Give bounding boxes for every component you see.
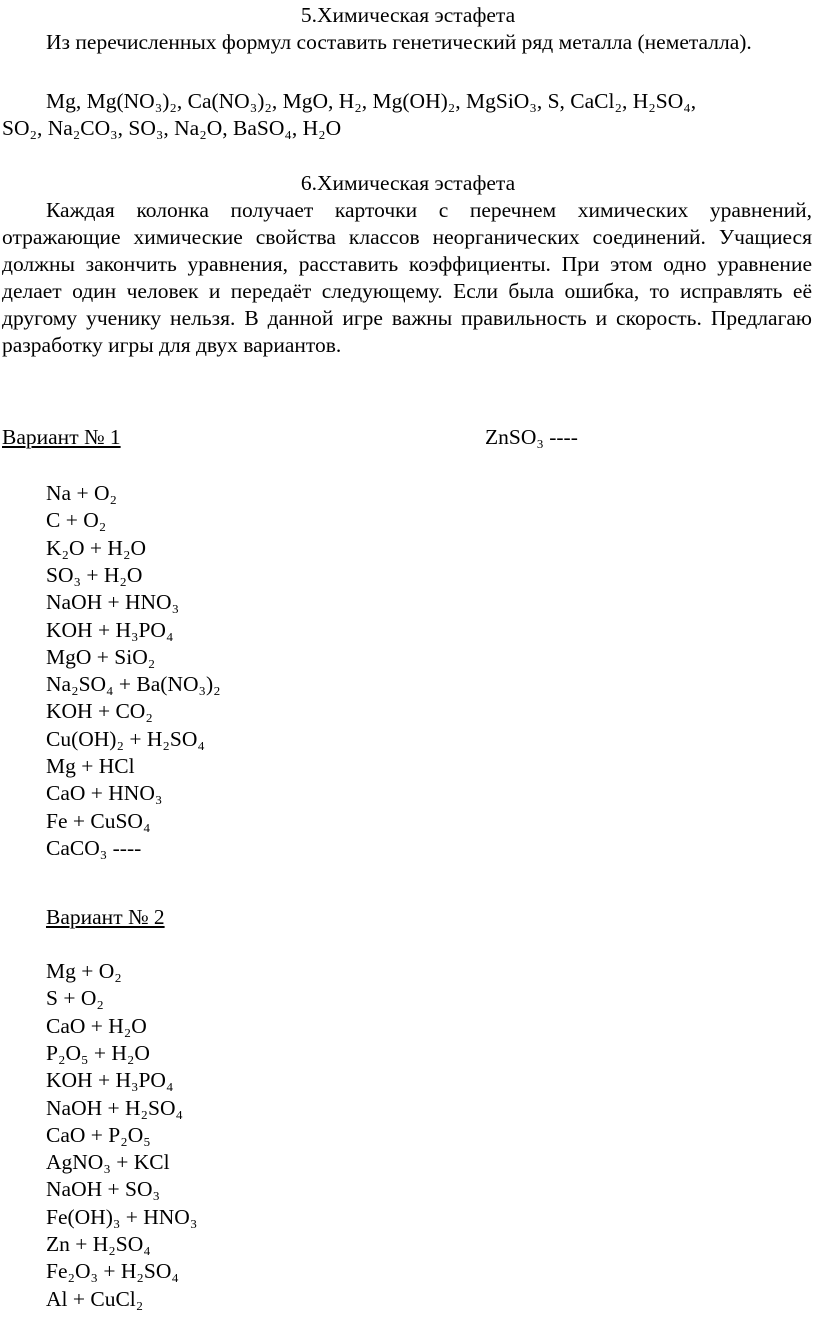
section5-formulas-line2: SO₂, Na₂CO₃, SO₃, Na₂O, BaSO₄, H₂O — [2, 116, 342, 140]
variant2-title: Вариант № 2 — [46, 905, 165, 929]
equation-item: CaO + HNO₃ — [46, 781, 163, 806]
equation-item: KOH + H₃PO₄ — [46, 1068, 174, 1093]
equation-item: SO₃ + H₂O — [46, 562, 143, 587]
section5-task: Из перечисленных формул составить генетический ряд металла (неметалла). — [46, 30, 752, 54]
equation-item: Mg + HCl — [46, 754, 135, 778]
equation-item: Cu(OH)₂ + H₂SO₄ — [46, 726, 205, 751]
equation-item: P₂O₅ + H₂O — [46, 1040, 150, 1065]
equation-item: CaO + P₂O₅ — [46, 1122, 151, 1147]
variant1-title: Вариант № 1 — [2, 425, 121, 449]
equation-item: Na₂SO₄ + Ba(NO₃)₂ — [46, 672, 221, 697]
equation-item: NaOH + SO₃ — [46, 1177, 160, 1202]
equation-item: CaCO₃ ---- — [46, 835, 142, 860]
equation-item: Fe(OH)₃ + HNO₃ — [46, 1204, 198, 1229]
section6-title: 6.Химическая эстафета — [300, 171, 516, 195]
equation-item: Fe + CuSO₄ — [46, 808, 151, 833]
equation-item: Zn + H₂SO₄ — [46, 1232, 151, 1256]
equation-item: CaO + H₂O — [46, 1013, 147, 1038]
equation-item: Mg + O₂ — [46, 959, 122, 983]
equation-item: S + O₂ — [46, 986, 104, 1011]
equation-item: KOH + H₃PO₄ — [46, 617, 174, 642]
variant1-side-equation: ZnSO₃ ---- — [485, 425, 578, 449]
equation-item: Fe₂O₃ + H₂SO₄ — [46, 1259, 179, 1284]
equation-item: MgO + SiO₂ — [46, 644, 156, 669]
equation-item: NaOH + HNO₃ — [46, 590, 180, 615]
equation-item: AgNO₃ + KCl — [46, 1150, 170, 1175]
section6-description: Каждая колонка получает карточки с перечнем химических уравнений, отражающие химические свойства классов неорганических соединений. Учащиеся должны закончить уравнения, расставить коэффициенты. При этом одно уравнение делает один человек и передаёт следующему. Если была ошибка, то исправлять её другому ученику нельзя. В данной игре важны правильность и скорость. Предлагаю разработку игры для двух вариантов. — [2, 198, 812, 357]
equation-item: KOH + CO₂ — [46, 699, 153, 724]
equation-item: Na + O₂ — [46, 481, 117, 505]
equation-item: Al + CuCl₂ — [46, 1286, 144, 1311]
equation-item: K₂O + H₂O — [46, 535, 146, 560]
section5-formulas-line1: Mg, Mg(NO₃)₂, Ca(NO₃)₂, MgO, H₂, Mg(OH)₂, MgSiO₃, S, CaCl₂, H₂SO₄, — [46, 89, 697, 113]
equation-item: C + O₂ — [46, 508, 107, 533]
equation-item: NaOH + H₂SO₄ — [46, 1095, 183, 1120]
section5-title: 5.Химическая эстафета — [300, 3, 516, 27]
